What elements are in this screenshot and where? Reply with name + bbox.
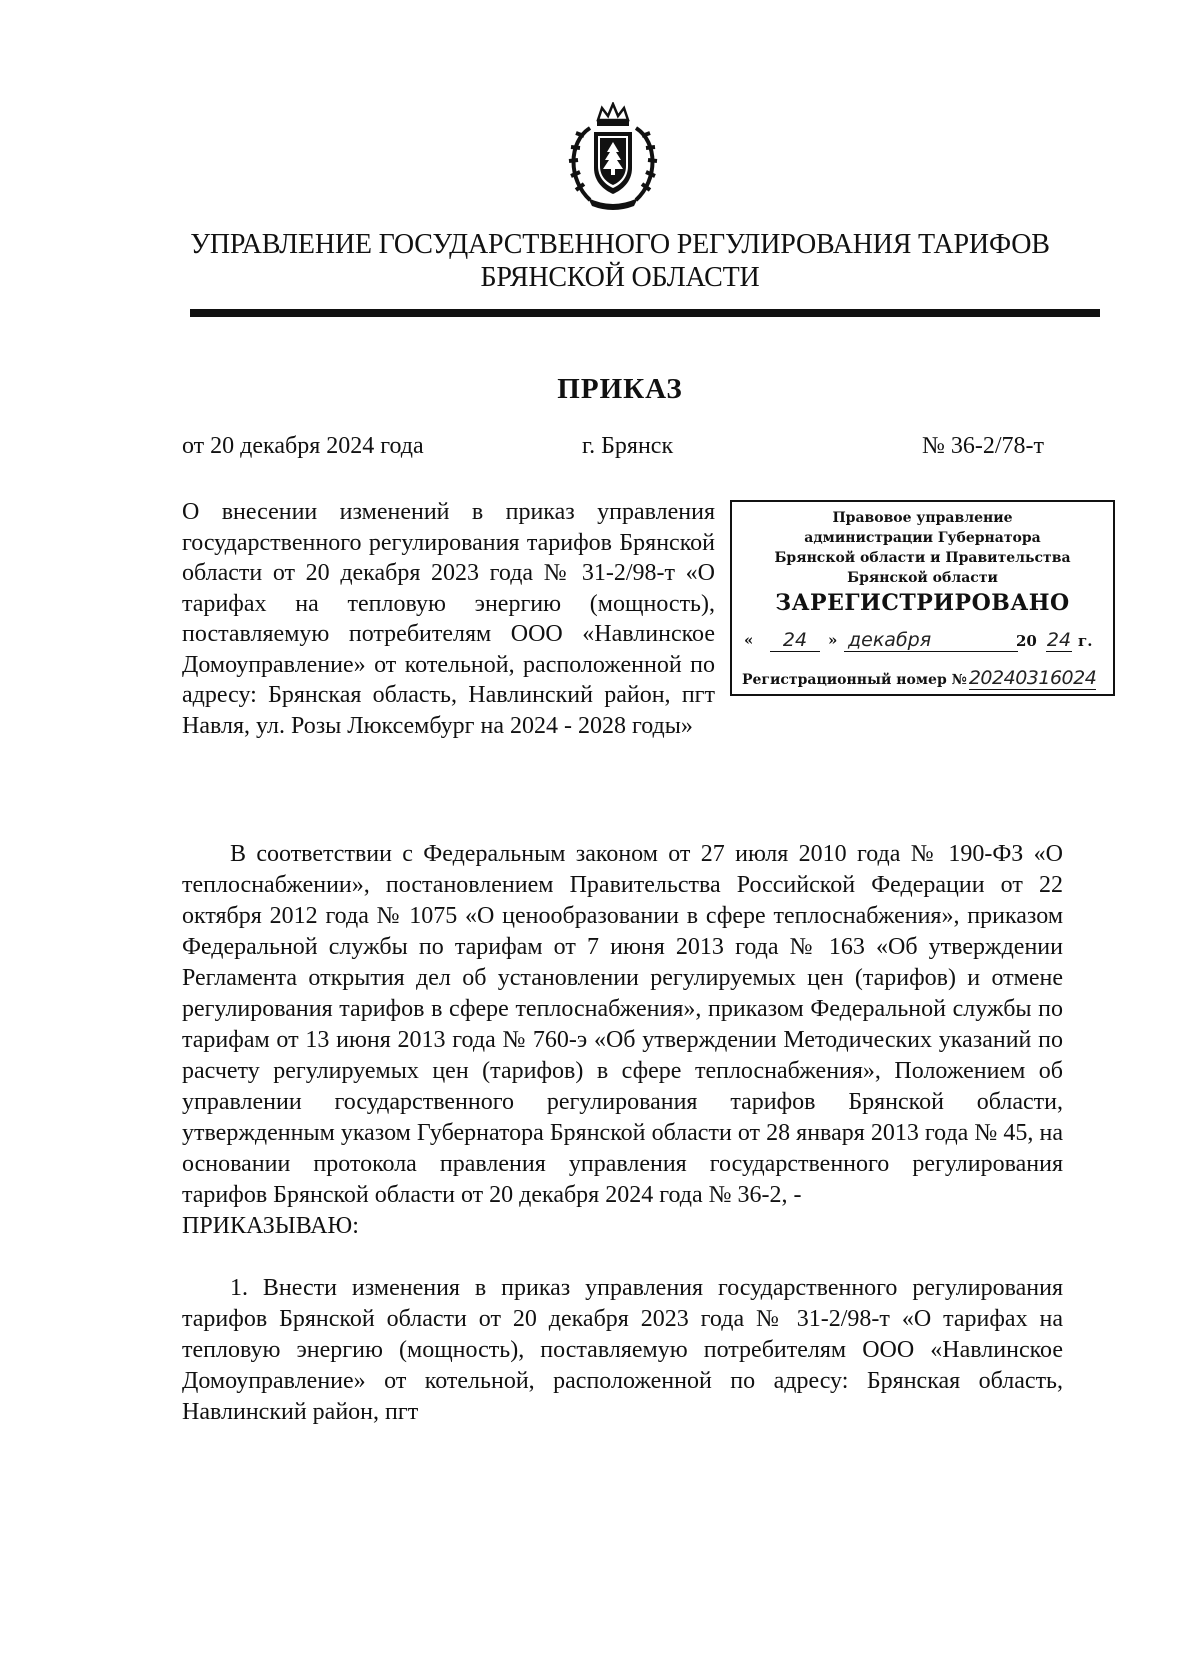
stamp-office-line-2: администрации Губернатора (804, 530, 1041, 546)
stamp-office-line-4: Брянской области (847, 570, 998, 586)
stamp-day-handwritten: 24 (770, 629, 820, 652)
stamp-year-prefix: 20 (1016, 632, 1037, 650)
preamble-paragraph: В соответствии с Федеральным законом от 27 июля 2010 года № 190-ФЗ «О теплоснабжении», постановлением Правительства Российской Федерации от 22 октября 2012 года № 1075 «О ценообразовании в сфере теплоснабжения», приказом Федеральной службы по тарифам от 7 июня 2013 года № 163 «Об утверждении Регламента открытия дел об установлении регулируемых цен (тарифов) и отмене регулирования тарифов в сфере теплоснабжения», приказом Федеральной службы по тарифам от 13 июня 2013 года № 760-э «Об утверждении Методических указаний по расчету регулируемых цен (тарифов) в сфере теплоснабжения», Положением об управлении государственного регулирования тарифов Брянской области, утвержденным указом Губернатора Брянской области от 28 января 2013 года № 45, на основании протокола правления управления государственного регулирования тарифов Брянской области от 20 декабря 2024 года № 36-2, - (182, 841, 1063, 1208)
order-subject: О внесении изменений в приказ управления государственного регулирования тарифов Брянской области от 20 декабря 2023 года № 31-2/98-т «О тарифах на тепловую энергию (мощность), поставляемую потребителям ООО «Навлинское Домоуправление» от котельной, расположенной по адресу: Брянская область, Навлинский район, пгт Навля, ул. Розы Люксембург на 2024 - 2028 годы» (182, 499, 715, 739)
document-body (182, 839, 1063, 1428)
order-number: № 36-2/78-т (922, 433, 1045, 459)
stamp-reg-number-handwritten: 20240316024 (968, 667, 1097, 689)
stamp-quote-open: « (744, 631, 754, 649)
organization-line-2: БРЯНСКОЙ ОБЛАСТИ (480, 262, 760, 293)
order-item-1: 1. Внести изменения в приказ управления государственного регулирования тарифов Брянской области от 20 декабря 2023 года № 31-2/98-т «О тарифах на тепловую энергию (мощность), поставляемую потребителям ООО «Навлинское Домоуправление» от котельной, расположенной по адресу: Брянская область, Навлинский район, пгт (182, 1275, 1063, 1425)
organization-name (0, 228, 1200, 294)
stamp-year-handwritten: 24 (1046, 629, 1072, 651)
stamp-status: ЗАРЕГИСТРИРОВАНО (775, 590, 1070, 616)
document-title: ПРИКАЗ (557, 373, 683, 405)
stamp-office-line-3: Брянской области и Правительства (774, 550, 1071, 566)
stamp-year-label: г. (1078, 632, 1093, 650)
bryansk-coat-of-arms-icon (560, 102, 666, 214)
registration-stamp (730, 500, 1115, 696)
stamp-quote-close: » (828, 631, 838, 649)
order-date: от 20 декабря 2024 года (182, 433, 424, 459)
stamp-reg-label: Регистрационный номер № (742, 672, 967, 688)
stamp-date (744, 629, 1105, 655)
stamp-month-handwritten: декабря (844, 629, 1018, 652)
order-city: г. Брянск (582, 433, 674, 459)
stamp-office-line-1: Правовое управление (832, 510, 1013, 526)
stamp-registration-number (742, 667, 1107, 689)
stamp-office (732, 508, 1113, 588)
header-divider (190, 309, 1100, 317)
order-directive: ПРИКАЗЫВАЮ: (182, 1213, 359, 1239)
organization-line-1: УПРАВЛЕНИЕ ГОСУДАРСТВЕННОГО РЕГУЛИРОВАНИЯ ТАРИФОВ (190, 229, 1050, 260)
